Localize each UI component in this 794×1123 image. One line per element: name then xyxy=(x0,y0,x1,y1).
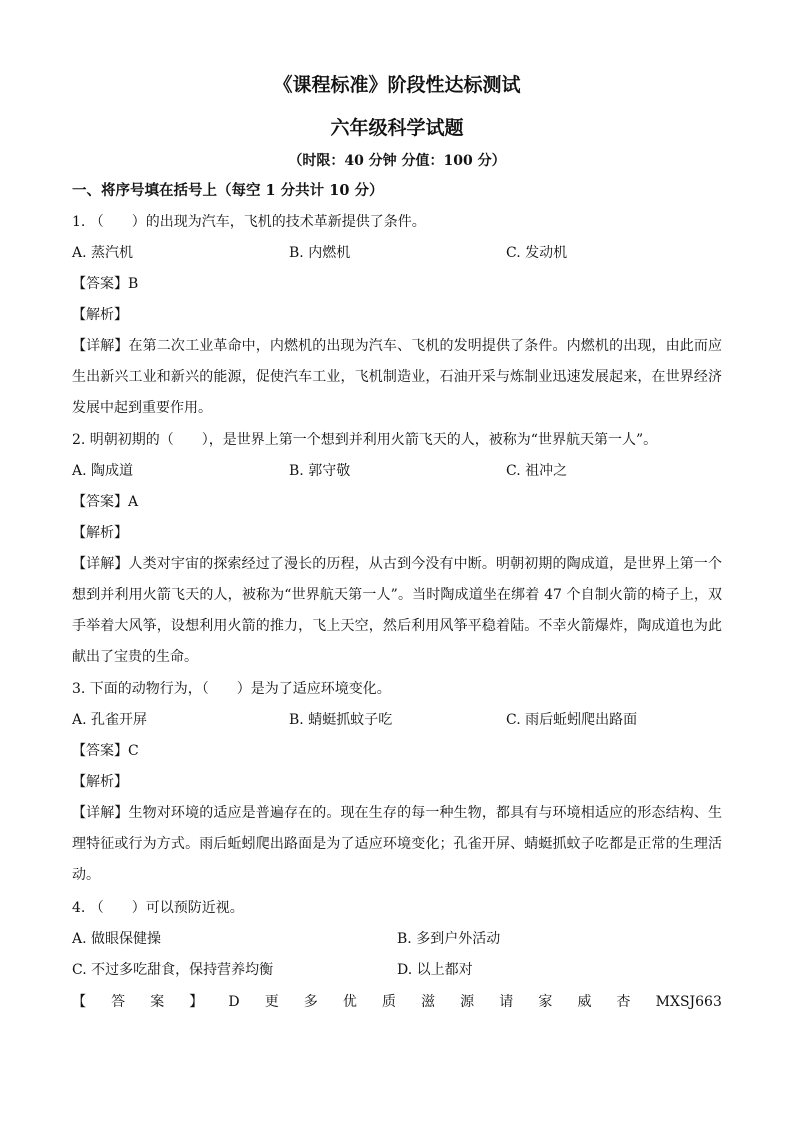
question-2-answer: 【答案】A xyxy=(72,494,139,510)
page-subtitle: 六年级科学试题 xyxy=(330,117,464,139)
answer-word: 更 xyxy=(264,994,279,1010)
question-1-answer: 【答案】B xyxy=(72,276,139,292)
question-2-stem: 2. 明朝初期的（ ），是世界上第一个想到并利用火箭飞天的人，被称为“世界航天第一人”。 xyxy=(72,432,658,448)
question-1-option-b: B. 内燃机 xyxy=(289,245,351,261)
question-3-option-c: C. 雨后蚯蚓爬出路面 xyxy=(506,712,638,728)
question-3-stem: 3. 下面的动物行为，（ ）是为了适应环境变化。 xyxy=(72,681,391,697)
question-4-option-c: C. 不过多吃甜食，保持营养均衡 xyxy=(72,962,274,978)
answer-word: 杏 xyxy=(616,994,631,1010)
section-heading: 一、将序号填在括号上（每空 1 分共计 10 分） xyxy=(72,182,384,199)
answer-word: 【 xyxy=(72,994,86,1010)
question-4-option-d: D. 以上都对 xyxy=(397,962,473,978)
question-1-stem: 1. （ ）的出现为汽车，飞机的技术革新提供了条件。 xyxy=(72,214,426,230)
question-2-option-c: C. 祖冲之 xyxy=(506,463,568,479)
answer-word: MXSJ663 xyxy=(655,994,722,1010)
answer-word: 】 xyxy=(189,994,204,1010)
question-3-option-b: B. 蜻蜓抓蚊子吃 xyxy=(289,712,393,728)
page-title: 《课程标准》阶段性达标测试 xyxy=(273,74,521,96)
question-2-option-b: B. 郭守敬 xyxy=(289,463,351,479)
answer-word: 威 xyxy=(577,994,592,1010)
answer-word: 家 xyxy=(538,994,553,1010)
question-4-option-b: B. 多到户外活动 xyxy=(397,931,501,947)
answer-word: 源 xyxy=(460,994,475,1010)
question-3-option-a: A. 孔雀开屏 xyxy=(72,712,148,728)
question-1-option-c: C. 发动机 xyxy=(506,245,568,261)
question-3-answer: 【答案】C xyxy=(72,743,139,759)
question-1-detail: 【详解】在第二次工业革命中，内燃机的出现为汽车、飞机的发明提供了条件。内燃机的出现，由此而应生出新兴工业和新兴的能源，促使汽车工业，飞机制造业，石油开采与炼制业迅速发展起来，在世界经济发展中起到重要作用。 xyxy=(72,338,722,416)
answer-word: 案 xyxy=(150,994,165,1010)
question-1-analysis: 【解析】 xyxy=(72,307,128,323)
question-2-analysis: 【解析】 xyxy=(72,525,128,541)
answer-word: 多 xyxy=(303,994,318,1010)
question-1-option-a: A. 蒸汽机 xyxy=(72,245,134,261)
question-2-option-a: A. 陶成道 xyxy=(72,463,134,479)
answer-word: 质 xyxy=(381,994,396,1010)
answer-word: D xyxy=(228,994,240,1010)
answer-word: 滋 xyxy=(421,994,436,1010)
answer-word: 答 xyxy=(111,994,126,1010)
question-2-detail: 【详解】人类对宇宙的探索经过了漫长的历程，从古到今没有中断。明朝初期的陶成道，是世界上第一个想到并利用火箭飞天的人，被称为“世界航天第一人”。当时陶成道坐在绑着 47 个自制火箭的椅子上，双手举着大风筝，设想利用火箭的推力，飞上天空，然后利用风筝平稳着陆。不幸火箭爆炸，陶成道也为此献出了宝贵的生命。 xyxy=(72,556,722,665)
exam-info: （时限：40 分钟 分值：100 分） xyxy=(288,153,506,169)
question-4-stem: 4. （ ）可以预防近视。 xyxy=(72,900,244,916)
question-3-analysis: 【解析】 xyxy=(72,774,128,790)
question-4-answer-line xyxy=(72,992,722,1012)
answer-word: 请 xyxy=(499,994,514,1010)
question-3-detail: 【详解】生物对环境的适应是普遍存在的。现在生存的每一种生物，都具有与环境相适应的形态结构、生理特征或行为方式。雨后蚯蚓爬出路面是为了适应环境变化；孔雀开屏、蜻蜓抓蚊子吃都是正常的生理活动。 xyxy=(72,805,722,883)
answer-word: 优 xyxy=(342,994,357,1010)
question-4-option-a: A. 做眼保健操 xyxy=(72,931,162,947)
